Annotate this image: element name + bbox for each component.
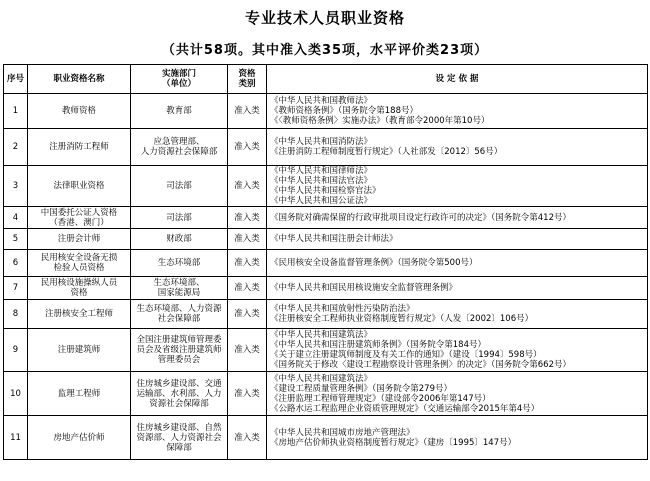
table-row [4,277,648,300]
implementing-dept [131,94,228,129]
implementing-dept-line: 运输部、水利部、人力 [136,388,222,399]
row-number: 11 [4,416,28,460]
qualification-name-line: 注册建筑师 [57,345,101,355]
legal-basis-line: 《民用核安全设备监督管理条例》（国务院令第500号） [270,258,478,268]
legal-basis [267,300,648,329]
implementing-dept-line: 生态环境部、人力资源 [136,304,222,314]
implementing-dept [131,229,228,250]
legal-basis [267,329,648,372]
row-number: 7 [4,277,28,300]
header-dept-line1: 实施部门 [161,69,196,79]
qualification-name-line: 中国委托公证人资格 [40,207,118,218]
header-no: 序号 [4,65,28,94]
qualification-name [28,329,131,372]
qualification-category: 准入类 [228,300,267,329]
legal-basis-line: 《中华人民共和国城市房地产管理法》 [270,427,415,438]
implementing-dept-line: 全国注册建筑师管理委 [136,335,222,345]
implementing-dept-line: 司法部 [166,181,192,191]
implementing-dept-line: 应急管理部、 [153,137,205,147]
qualification-category: 准入类 [228,166,267,207]
legal-basis [267,250,648,277]
qualification-name-line: 检验人员资格 [53,263,105,273]
legal-basis-line: 《中华人民共和国检察官法》 [270,186,381,196]
implementing-dept-line: 住房城乡建设部、交通 [136,378,222,389]
implementing-dept [131,416,228,460]
legal-basis-line: 《注册核安全工程师执业资格制度暂行规定》（人发〔2002〕106号） [270,314,534,324]
qualification-category: 准入类 [228,277,267,300]
page-subtitle: （共计58项。其中准入类35项，水平评价类23项） [161,43,489,58]
implementing-dept-line: 资源社会保障部 [149,398,209,409]
legal-basis [267,372,648,416]
implementing-dept-line: 住房城乡建设部、自然 [136,422,222,433]
qualification-name-line: 资格 [70,288,88,298]
header-dept [131,65,228,94]
qualification-name-line: 民用核设施操纵人员 [40,278,118,288]
implementing-dept [131,166,228,207]
qualification-category: 准入类 [228,207,267,229]
table-row [4,94,648,129]
implementing-dept-line: 社会保障部 [157,314,201,324]
legal-basis-line: 《中华人民共和国注册会计师法》 [270,234,398,244]
implementing-dept [131,277,228,300]
row-number: 10 [4,372,28,416]
implementing-dept-line: 财政部 [166,234,192,244]
qualification-name [28,129,131,166]
implementing-dept [131,129,228,166]
implementing-dept [131,250,228,277]
table-row [4,416,648,460]
table-body [4,94,648,460]
table-row [4,372,648,416]
row-number: 8 [4,300,28,329]
legal-basis [267,416,648,460]
qualification-category: 准入类 [228,229,267,250]
legal-basis-line: 《房地产估价师执业资格制度暂行规定》（建房〔1995〕147号） [270,437,517,448]
table-row [4,250,648,277]
table-row [4,166,648,207]
implementing-dept-line: 保障部 [166,442,192,453]
legal-basis-line: 《中华人民共和国教师法》 [270,96,373,106]
legal-basis-line: 《公路水运工程监理企业资质管理规定》（交通运输部令2015年第4号） [270,403,540,414]
legal-basis [267,166,648,207]
implementing-dept-line: 国家能源局 [157,288,201,298]
legal-basis [267,277,648,300]
qualification-name [28,250,131,277]
qualification-name-line: 教师资格 [61,106,96,116]
table-row [4,129,648,166]
legal-basis-line: 《教师资格条例》（国务院令第188号） [270,106,418,116]
legal-basis-line: 《中华人民共和国律师法》 [270,166,373,176]
row-number: 2 [4,129,28,166]
qualification-name [28,277,131,300]
qualification-category: 准入类 [228,94,267,129]
page-title: 专业技术人员职业资格 [244,9,405,27]
legal-basis-line: 《中华人民共和国消防法》 [270,137,373,147]
legal-basis-line: 《国务院关于修改〈建设工程勘察设计管理条例〉的决定》（国务院令第662号） [270,360,571,370]
qualification-name [28,166,131,207]
qualification-name [28,229,131,250]
table-row [4,207,648,229]
qualification-category: 准入类 [228,416,267,460]
implementing-dept-line: 生态环境部、 [153,278,205,288]
implementing-dept [131,207,228,229]
qualification-name-line: 监理工程师 [57,388,101,399]
legal-basis-line: 《中华人民共和国建筑法》 [270,373,373,384]
legal-basis-line: 《〈教师资格条例〉实施办法》（教育部令2000年第10号） [270,116,490,126]
legal-basis-line: 《关于建立注册建筑师制度及有关工作的通知》（建设〔1994〕598号） [270,350,542,360]
header-basis: 设 定 依 据 [267,65,648,94]
row-number: 1 [4,94,28,129]
implementing-dept-line: 管理委员会 [157,355,201,365]
qualification-name [28,94,131,129]
qualification-name [28,300,131,329]
qualification-category: 准入类 [228,372,267,416]
legal-basis [267,94,648,129]
legal-basis-line: 《建设工程质量管理条例》（国务院令第279号） [270,383,452,394]
legal-basis [267,207,648,229]
legal-basis-line: 《中华人民共和国公证法》 [270,196,373,206]
row-number: 3 [4,166,28,207]
implementing-dept [131,329,228,372]
header-category [228,65,267,94]
qualification-category: 准入类 [228,129,267,166]
header-dept-line2: （单位） [161,79,196,89]
implementing-dept-line: 生态环境部 [157,258,201,268]
qualification-name-line: 注册会计师 [57,234,101,244]
table-row [4,329,648,372]
qualification-name-line: 注册消防工程师 [49,142,109,152]
table-row [4,229,648,250]
qualification-name-line: 民用核安全设备无损 [40,253,118,263]
implementing-dept-line: 司法部 [166,212,192,223]
qualification-name-line: （香港、澳门） [49,217,109,228]
row-number: 9 [4,329,28,372]
row-number: 4 [4,207,28,229]
header-name: 职业资格名称 [28,65,131,94]
legal-basis-line: 《中华人民共和国放射性污染防治法》 [270,304,415,314]
implementing-dept-line: 员会及省级注册建筑师 [136,345,222,355]
qualification-name [28,207,131,229]
legal-basis-line: 《中华人民共和国建筑法》 [270,330,373,340]
implementing-dept-line: 资源部、人力资源社会 [136,432,222,443]
legal-basis-line: 《中华人民共和国注册建筑师条例》（国务院令第184号） [270,340,486,350]
implementing-dept [131,372,228,416]
qualification-name [28,416,131,460]
qualification-name-line: 法律职业资格 [53,181,105,191]
legal-basis [267,229,648,250]
legal-basis-line: 《注册消防工程师制度暂行规定》（人社部发〔2012〕56号） [270,147,503,157]
qualification-name [28,372,131,416]
legal-basis-line: 《国务院对确需保留的行政审批项目设定行政许可的决定》（国务院令第412号） [270,212,571,223]
legal-basis-line: 《中华人民共和国法官法》 [270,176,373,186]
header-category-line1: 资格 [238,69,256,79]
qualification-name-line: 房地产估价师 [53,432,105,443]
row-number: 6 [4,250,28,277]
implementing-dept-line: 教育部 [166,106,192,116]
implementing-dept-line: 人力资源社会保障部 [140,147,218,157]
qualification-category: 准入类 [228,329,267,372]
implementing-dept [131,300,228,329]
qualification-category: 准入类 [228,250,267,277]
legal-basis-line: 《中华人民共和国民用核设施安全监督管理条例》 [270,283,458,293]
table-row [4,300,648,329]
table-header-row [4,65,648,94]
header-category-line2: 类别 [238,79,256,89]
legal-basis [267,129,648,166]
legal-basis-line: 《注册监理工程师管理规定》（建设部令2006年第147号） [270,393,491,404]
qualification-name-line: 注册核安全工程师 [44,309,113,319]
qualification-table [3,64,648,460]
row-number: 5 [4,229,28,250]
